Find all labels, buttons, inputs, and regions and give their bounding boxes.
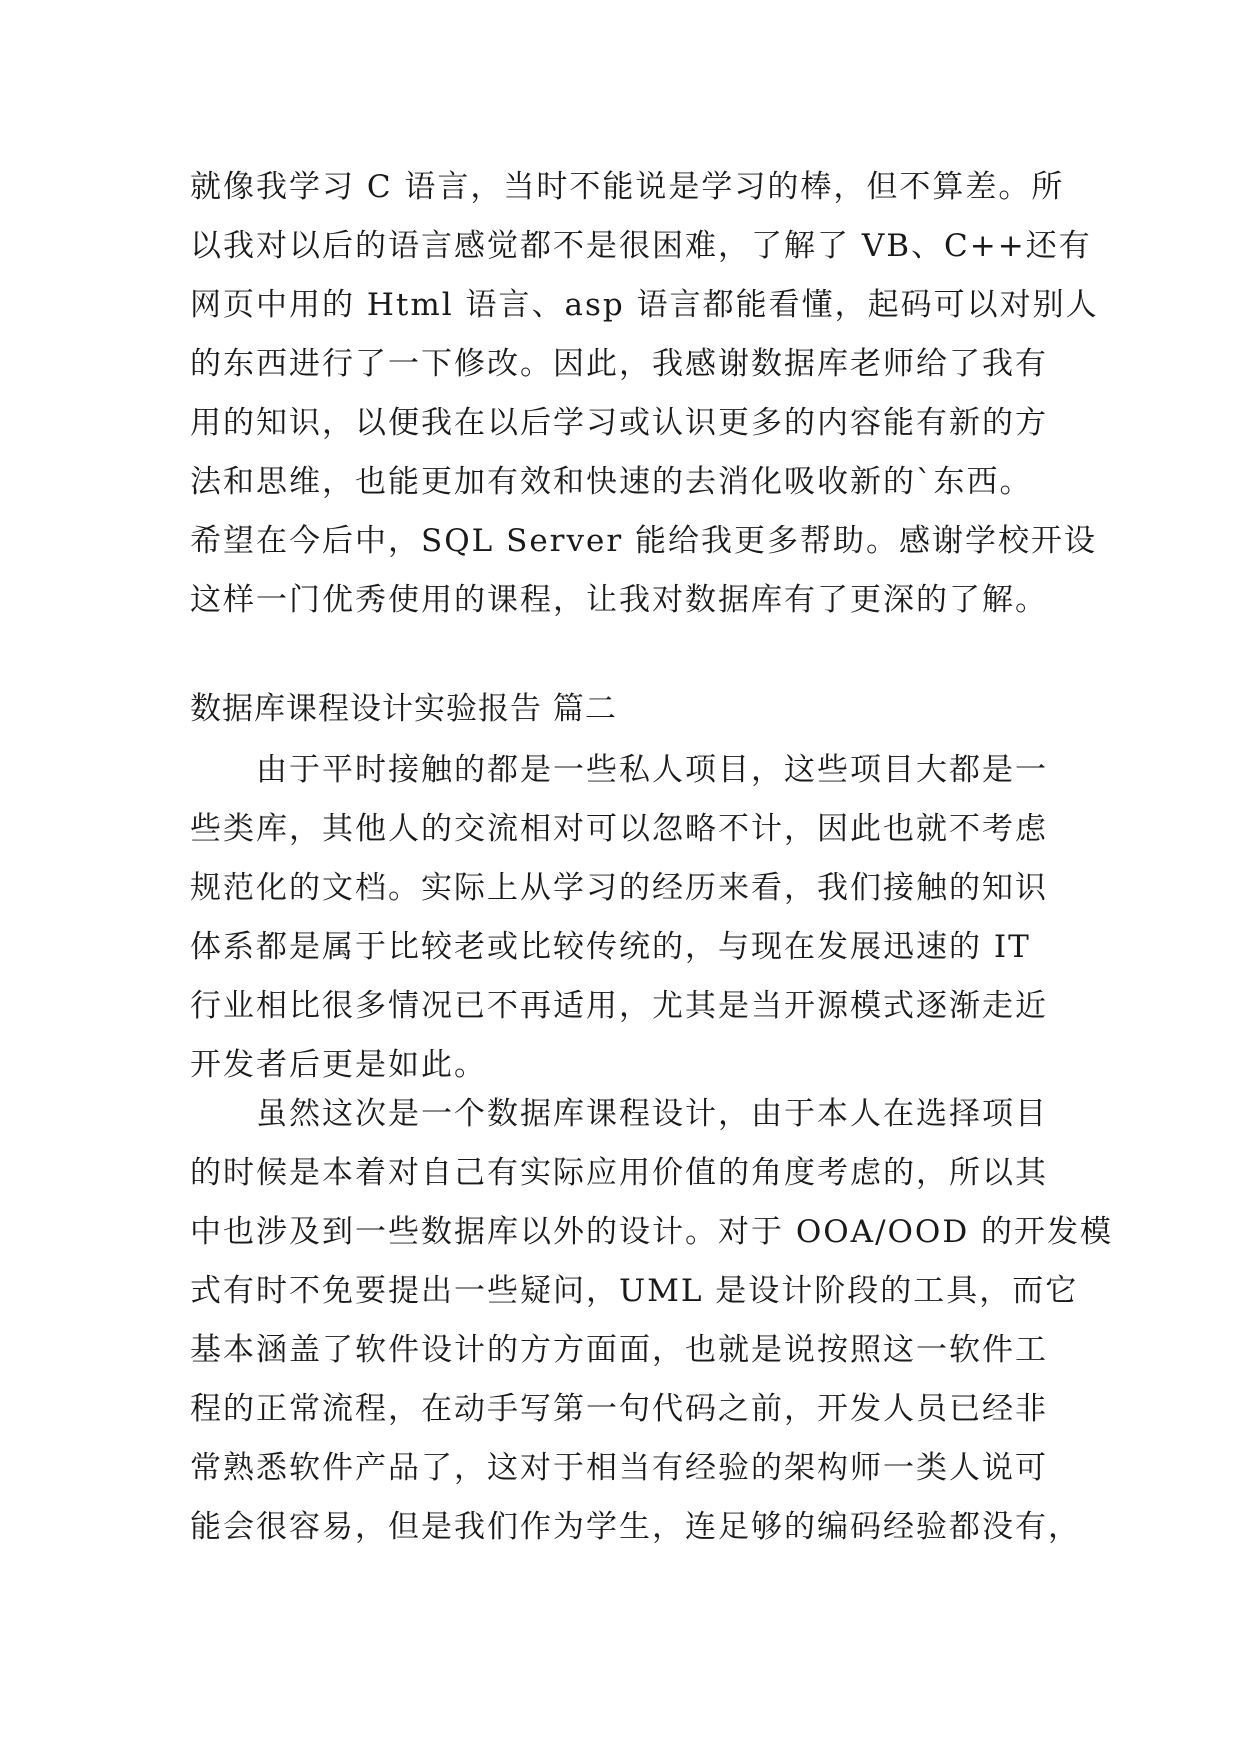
paragraph-3	[190, 1085, 1114, 1557]
paragraph-line: 规范化的文档。实际上从学习的经历来看，我们接触的知识	[190, 870, 1048, 906]
paragraph-line: 中也涉及到一些数据库以外的设计。对于 OOA/OOD 的开发模	[190, 1214, 1114, 1250]
paragraph-line: 的时候是本着对自己有实际应用价值的角度考虑的，所以其	[190, 1155, 1048, 1191]
paragraph-line: 网页中用的 Html 语言、asp 语言都能看懂，起码可以对别人	[190, 287, 1099, 323]
paragraph-line: 法和思维，也能更加有效和快速的去消化吸收新的`东西。	[190, 464, 1033, 500]
paragraph-line: 用的知识，以便我在以后学习或认识更多的内容能有新的方	[190, 405, 1048, 441]
paragraph-line: 行业相比很多情况已不再适用，尤其是当开源模式逐渐走近	[190, 988, 1048, 1024]
paragraph-line: 能会很容易，但是我们作为学生，连足够的编码经验都没有，	[190, 1509, 1081, 1545]
paragraph-line: 虽然这次是一个数据库课程设计，由于本人在选择项目	[256, 1096, 1048, 1132]
paragraph-line: 程的正常流程，在动手写第一句代码之前，开发人员已经非	[190, 1391, 1048, 1427]
paragraph-1	[190, 158, 1099, 630]
paragraph-line: 就像我学习 C 语言，当时不能说是学习的棒，但不算差。所	[190, 169, 1065, 205]
paragraph-line: 希望在今后中，SQL Server 能给我更多帮助。感谢学校开设	[190, 523, 1098, 559]
paragraph-line: 体系都是属于比较老或比较传统的，与现在发展迅速的 IT	[190, 929, 1031, 965]
paragraph-line: 由于平时接触的都是一些私人项目，这些项目大都是一	[256, 752, 1048, 788]
paragraph-line: 开发者后更是如此。	[190, 1047, 487, 1083]
paragraph-2	[190, 741, 1050, 1095]
paragraph-line: 以我对以后的语言感觉都不是很困难，了解了 VB、C++还有	[190, 228, 1092, 264]
paragraph-line: 式有时不免要提出一些疑问，UML 是设计阶段的工具，而它	[190, 1273, 1079, 1309]
paragraph-line: 的东西进行了一下修改。因此，我感谢数据库老师给了我有	[190, 346, 1048, 382]
paragraph-line: 些类库，其他人的交流相对可以忽略不计，因此也就不考虑	[190, 811, 1048, 847]
paragraph-line: 基本涵盖了软件设计的方方面面，也就是说按照这一软件工	[190, 1332, 1048, 1368]
section-heading: 数据库课程设计实验报告 篇二	[190, 691, 617, 727]
paragraph-line: 常熟悉软件产品了，这对于相当有经验的架构师一类人说可	[190, 1450, 1048, 1486]
paragraph-line: 这样一门优秀使用的课程，让我对数据库有了更深的了解。	[190, 582, 1048, 618]
